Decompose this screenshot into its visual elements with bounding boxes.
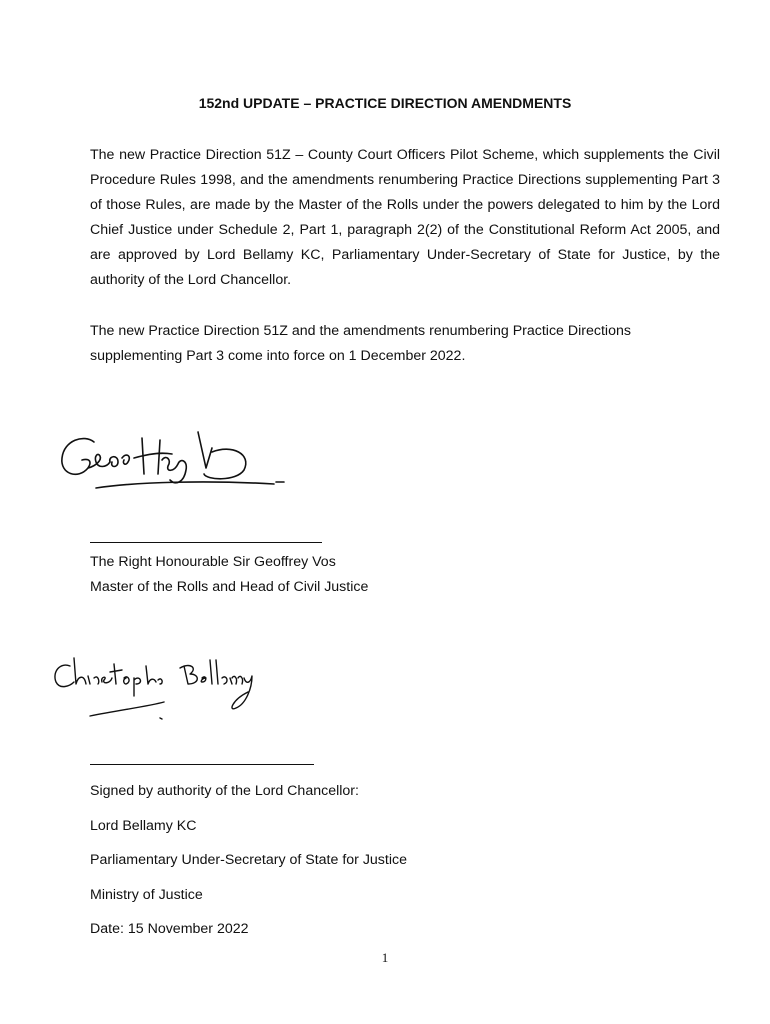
document-title: 152nd UPDATE – PRACTICE DIRECTION AMENDMENTS [198,95,572,111]
signature-christopher-bellamy [40,648,260,728]
signatory-2-role: Parliamentary Under-Secretary of State for Justice [90,852,407,868]
page-number: 1 [381,950,389,965]
signature-date: Date: 15 November 2022 [90,921,249,937]
signatory-2-department: Ministry of Justice [90,887,203,903]
signatory-2-name: Lord Bellamy KC [90,818,197,834]
body-paragraph-1: The new Practice Direction 51Z – County Court Officers Pilot Scheme, which supplements the Civil Procedure Rules 1998, and the amendments renumbering Practice Directions supplementing Part 3 of those Rules, are made by the Master of the Rolls under the powers delegated to him by the Lord Chief Justice under Schedule 2, Part 1, paragraph 2(2) of the Constitutional Reform Act 2005, and are approved by Lord Bellamy KC, Parliamentary Under-Secretary of State for Justice, by the authority of the Lord Chancellor. [90,147,720,288]
body-paragraph-2: The new Practice Direction 51Z and the amendments renumbering Practice Directions supplementing Part 3 come into force on 1 December 2022. [90,323,631,364]
signature-line-2 [90,764,314,765]
signatory-1-role: Master of the Rolls and Head of Civil Justice [90,579,369,595]
signatory-2-authority: Signed by authority of the Lord Chancellor: [90,783,359,799]
signature-geoffrey-vos [56,430,286,500]
signatory-1-name: The Right Honourable Sir Geoffrey Vos [90,554,336,570]
signature-line-1 [90,542,322,543]
